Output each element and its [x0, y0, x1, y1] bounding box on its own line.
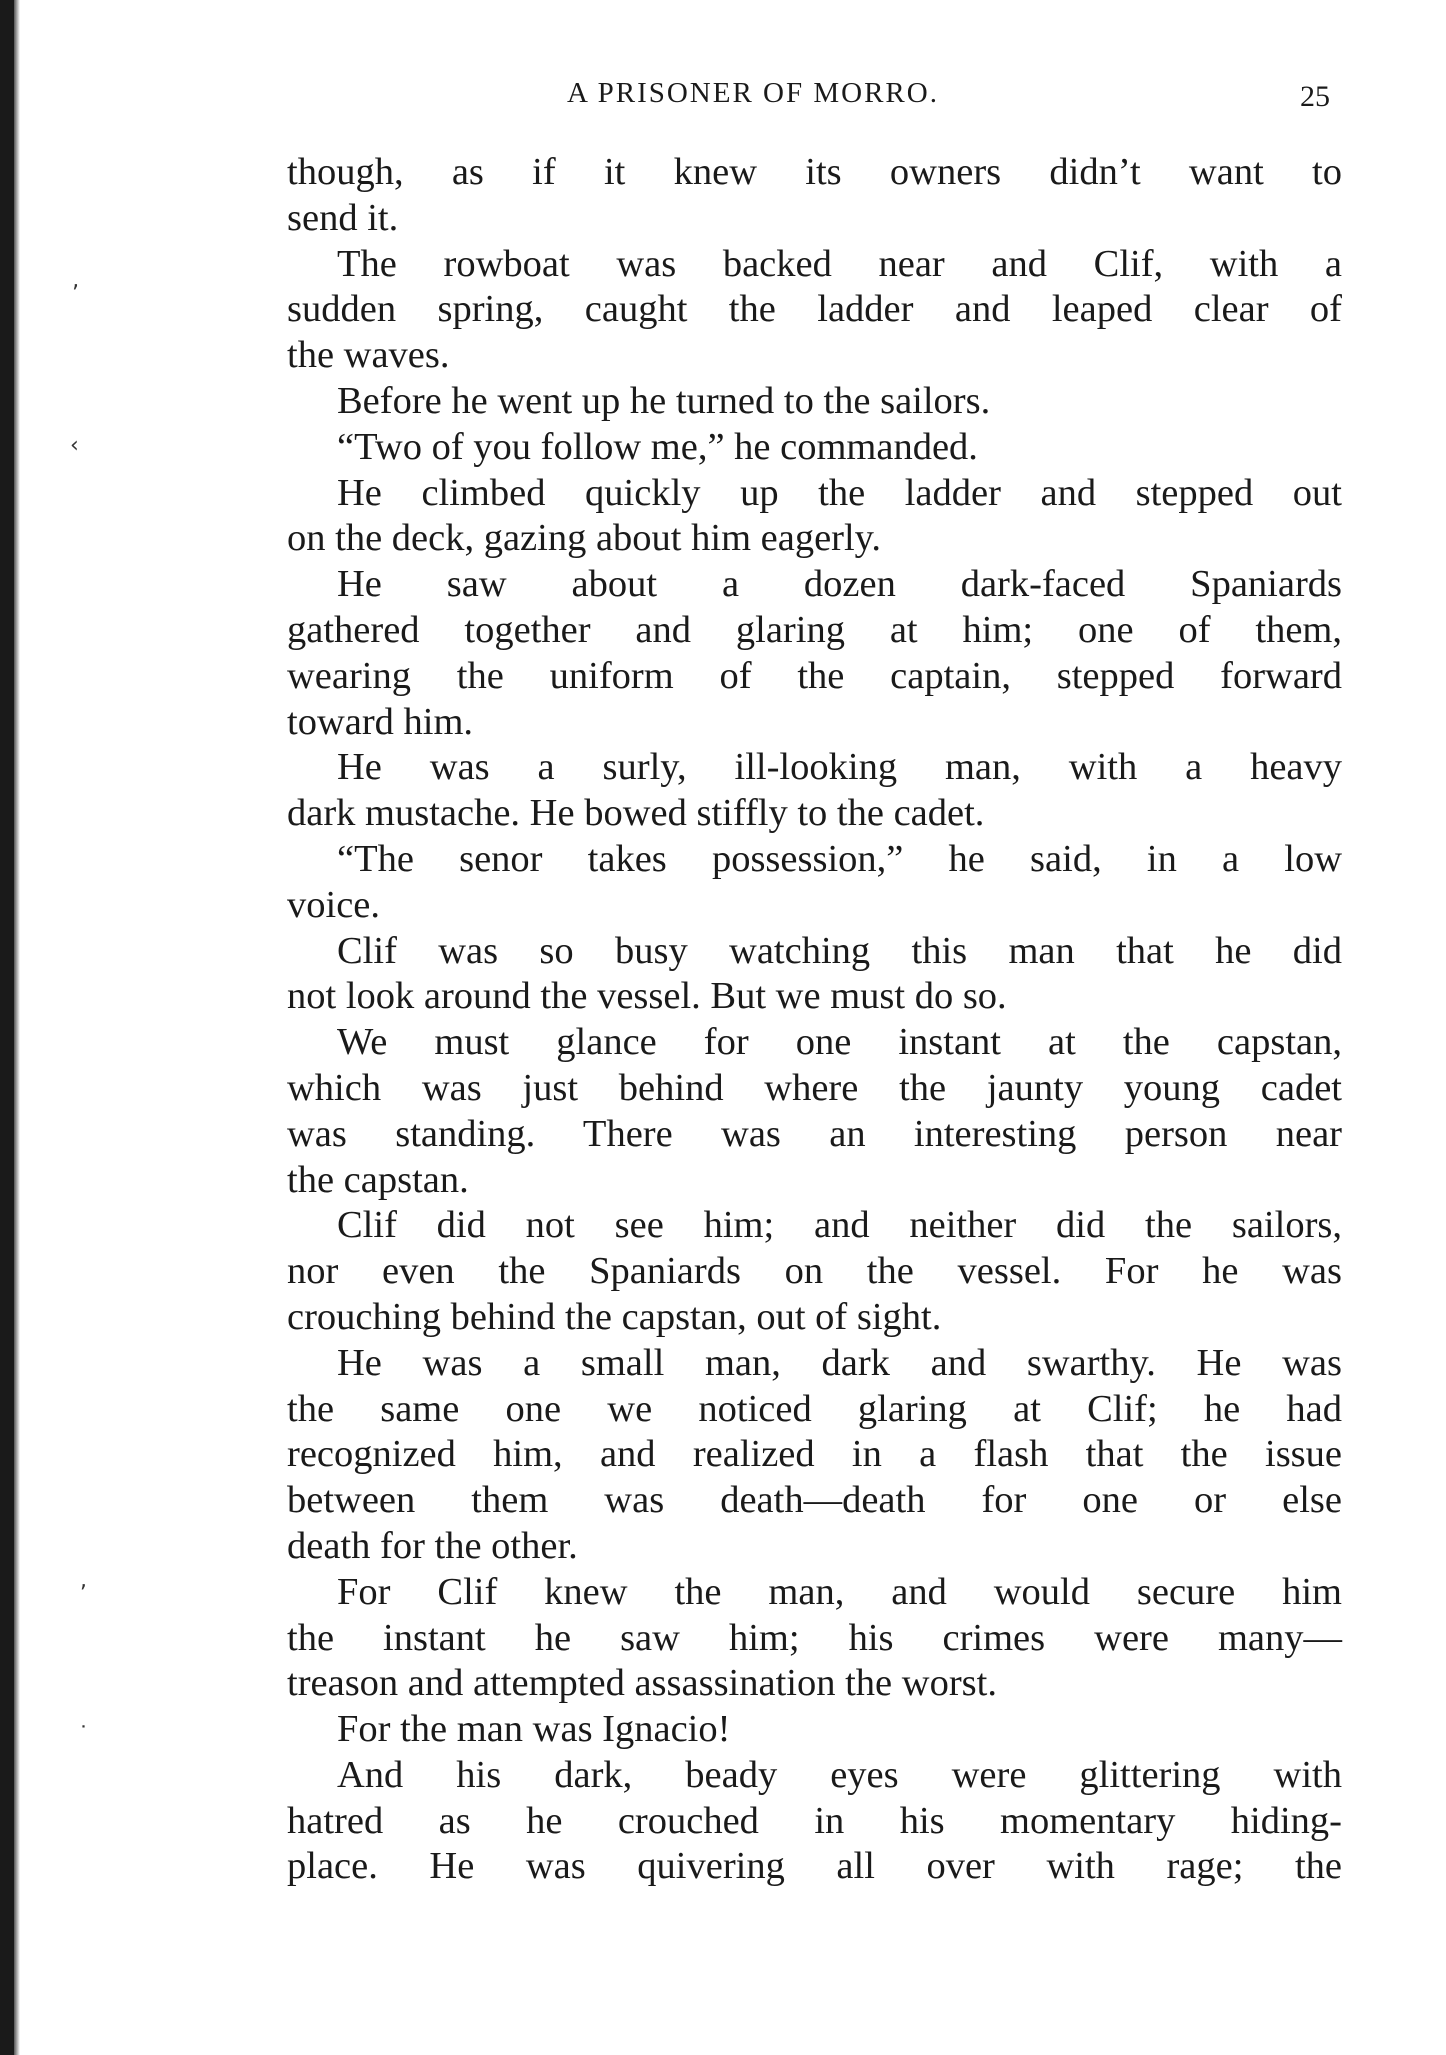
text-line: between them was death—death for one or else — [287, 1479, 1342, 1522]
page-binding-shadow — [14, 0, 20, 2055]
text-line: death for the other. — [287, 1524, 578, 1567]
text-line: crouching behind the capstan, out of sight. — [287, 1295, 942, 1338]
text-line: He was a surly, ill-looking man, with a heavy — [337, 746, 1342, 789]
running-head — [287, 70, 1342, 116]
text-line: though, as if it knew its owners didn’t want to — [287, 151, 1342, 193]
text-line: And his dark, beady eyes were glittering with — [337, 1753, 1342, 1796]
body-text — [287, 150, 1342, 1890]
text-line: the instant he saw him; his crimes were many— — [287, 1616, 1342, 1659]
text-line: on the deck, gazing about him eagerly. — [287, 517, 882, 560]
text-line: He climbed quickly up the ladder and stepped out — [337, 471, 1342, 514]
margin-speck: ˙ — [78, 1723, 89, 1748]
text-line: not look around the vessel. But we must do so. — [287, 975, 1007, 1018]
page-binding-edge — [0, 0, 14, 2055]
text-line: For Clif knew the man, and would secure him — [337, 1570, 1342, 1613]
text-line: sudden spring, caught the ladder and leaped clear of — [287, 288, 1342, 331]
text-line: was standing. There was an interesting person near — [287, 1112, 1342, 1155]
text-line: voice. — [287, 883, 380, 926]
text-line: dark mustache. He bowed stiffly to the cadet. — [287, 792, 985, 835]
text-line: treason and attempted assassination the worst. — [287, 1662, 997, 1705]
text-line: Clif was so busy watching this man that he did — [337, 929, 1342, 972]
text-line: wearing the uniform of the captain, stepped forward — [287, 654, 1342, 697]
text-line: the capstan. — [287, 1158, 469, 1201]
text-line: He was a small man, dark and swarthy. He was — [337, 1341, 1342, 1384]
text-line: hatred as he crouched in his momentary hiding- — [287, 1799, 1342, 1842]
page-number: 25 — [1300, 80, 1330, 113]
text-line: “The senor takes possession,” he said, in a low — [337, 837, 1342, 880]
margin-speck: ‹ — [70, 433, 79, 458]
text-line: the waves. — [287, 334, 450, 377]
text-line: For the man was Ignacio! — [337, 1708, 731, 1751]
text-line: We must glance for one instant at the capstan, — [337, 1021, 1342, 1064]
text-line: Clif did not see him; and neither did the sailors, — [337, 1204, 1342, 1247]
margin-speck: ‚ — [72, 268, 79, 293]
text-line: He saw about a dozen dark-faced Spaniards — [337, 563, 1342, 606]
text-line: the same one we noticed glaring at Clif; he had — [287, 1387, 1342, 1430]
text-line: nor even the Spaniards on the vessel. For he was — [287, 1250, 1342, 1293]
text-line: “Two of you follow me,” he commanded. — [337, 425, 978, 468]
text-line: toward him. — [287, 700, 474, 743]
text-line: send it. — [287, 196, 399, 239]
text-line: gathered together and glaring at him; one of them, — [287, 608, 1342, 651]
text-line: The rowboat was backed near and Clif, with a — [337, 242, 1342, 285]
text-line: place. He was quivering all over with rage; the — [287, 1845, 1342, 1888]
text-line: which was just behind where the jaunty young cadet — [287, 1066, 1342, 1109]
margin-speck: , — [80, 1568, 87, 1593]
text-line: Before he went up he turned to the sailors. — [337, 379, 991, 422]
text-line: recognized him, and realized in a flash that the issue — [287, 1433, 1342, 1476]
running-title: A PRISONER OF MORRO. — [567, 77, 939, 109]
